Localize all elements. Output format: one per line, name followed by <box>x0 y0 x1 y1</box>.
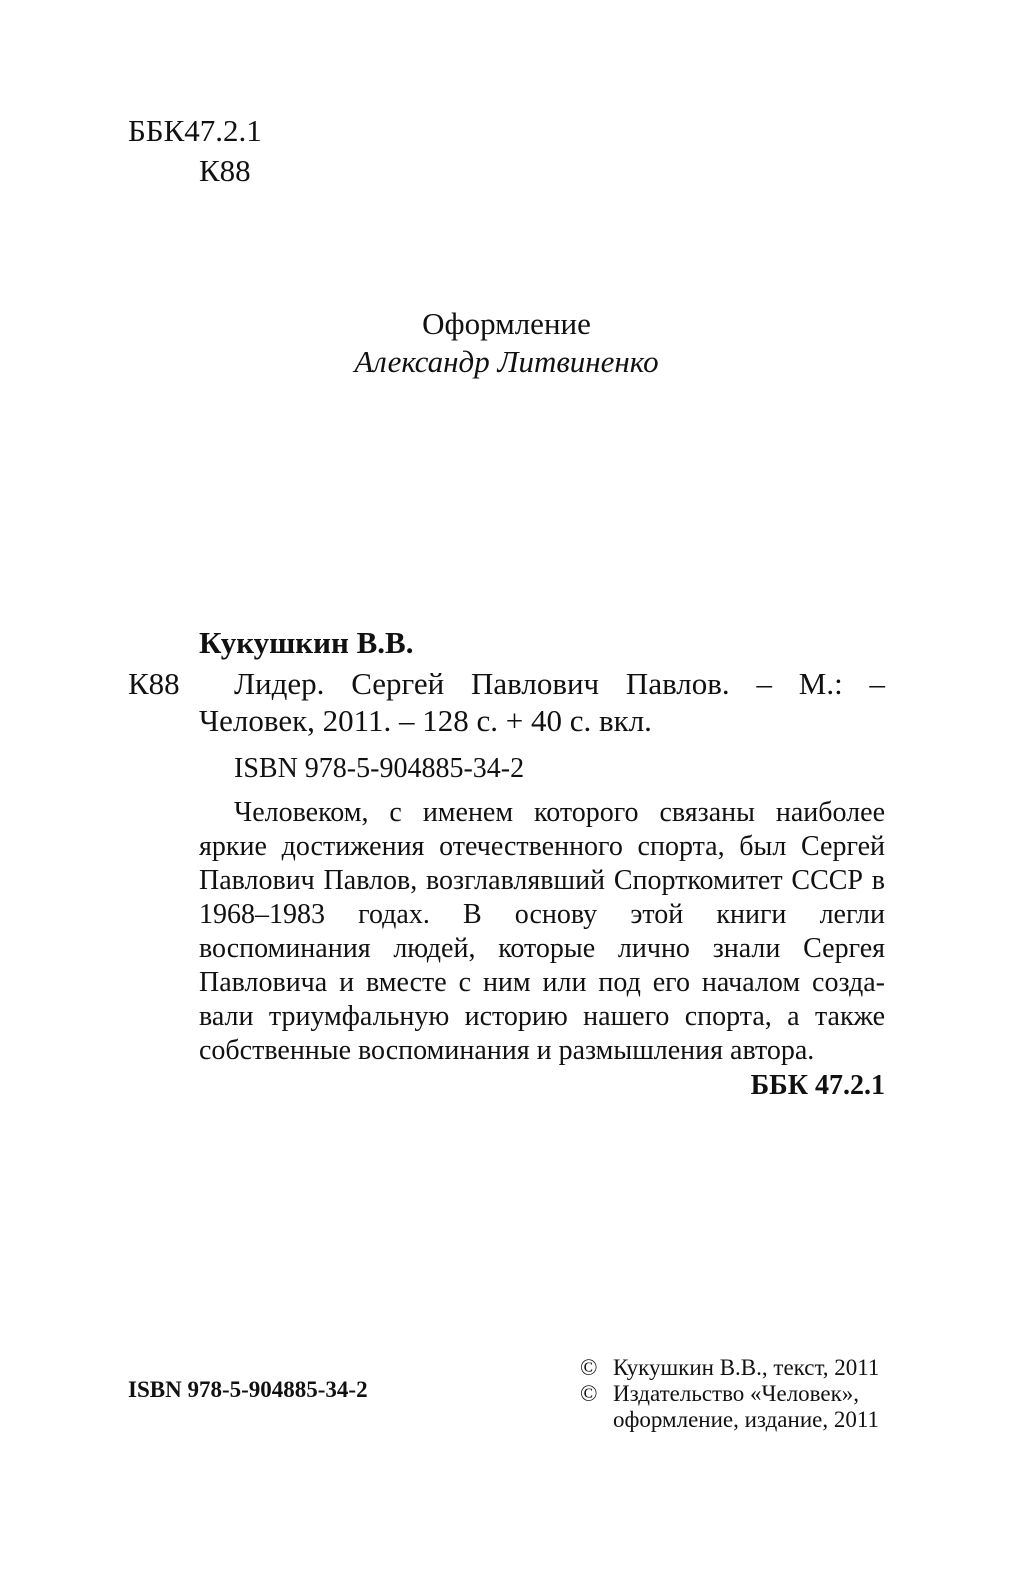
card-isbn: ISBN 978-5-904885-34-2 <box>234 753 525 784</box>
copyright-author <box>580 1355 879 1381</box>
design-label: Оформление <box>422 306 591 341</box>
design-credit <box>0 305 1013 381</box>
card-publisher-line: Человек, 2011. – 128 с. + 40 с. вкл. <box>199 703 652 738</box>
copyright-block <box>580 1355 879 1433</box>
copyright-icon: © <box>580 1355 598 1380</box>
copyright-author-text: Кукушкин В.В., текст, 2011 <box>613 1355 880 1380</box>
card-annotation: Человеком, с именем которого связаны наиболее яркие достижения отечественного спорта, был Сергей Павлович Павлов, возглавлявший Спорткомитет СССР в 1968–1983 годах. В основу этой книги легли воспоминания людей, которые лично знали Сергея Павловича и вместе с ним или под его началом создавали триумфальную историю нашего спорта, а также собственные воспоминания и размышления автора. <box>199 797 885 1066</box>
footer-isbn: ISBN 978-5-904885-34-2 <box>128 1377 368 1402</box>
copyright-icon: © <box>580 1381 598 1406</box>
card-bbk: ББК 47.2.1 <box>750 1070 885 1101</box>
copyright-publisher-cont: оформление, издание, 2011 <box>613 1407 879 1432</box>
card-author-mark: К88 <box>128 666 180 701</box>
copyright-publisher-text: Издательство «Человек», <box>613 1381 860 1406</box>
copyright-publisher <box>580 1381 879 1407</box>
card-author: Кукушкин В.В. <box>199 625 414 660</box>
designer-name: Александр Литвиненко <box>354 344 659 379</box>
card-title-line: Лидер. Сергей Павлович Павлов. – М.: – <box>234 666 885 701</box>
bbk-classification: ББК47.2.1 <box>128 113 262 148</box>
author-mark: К88 <box>199 153 251 188</box>
